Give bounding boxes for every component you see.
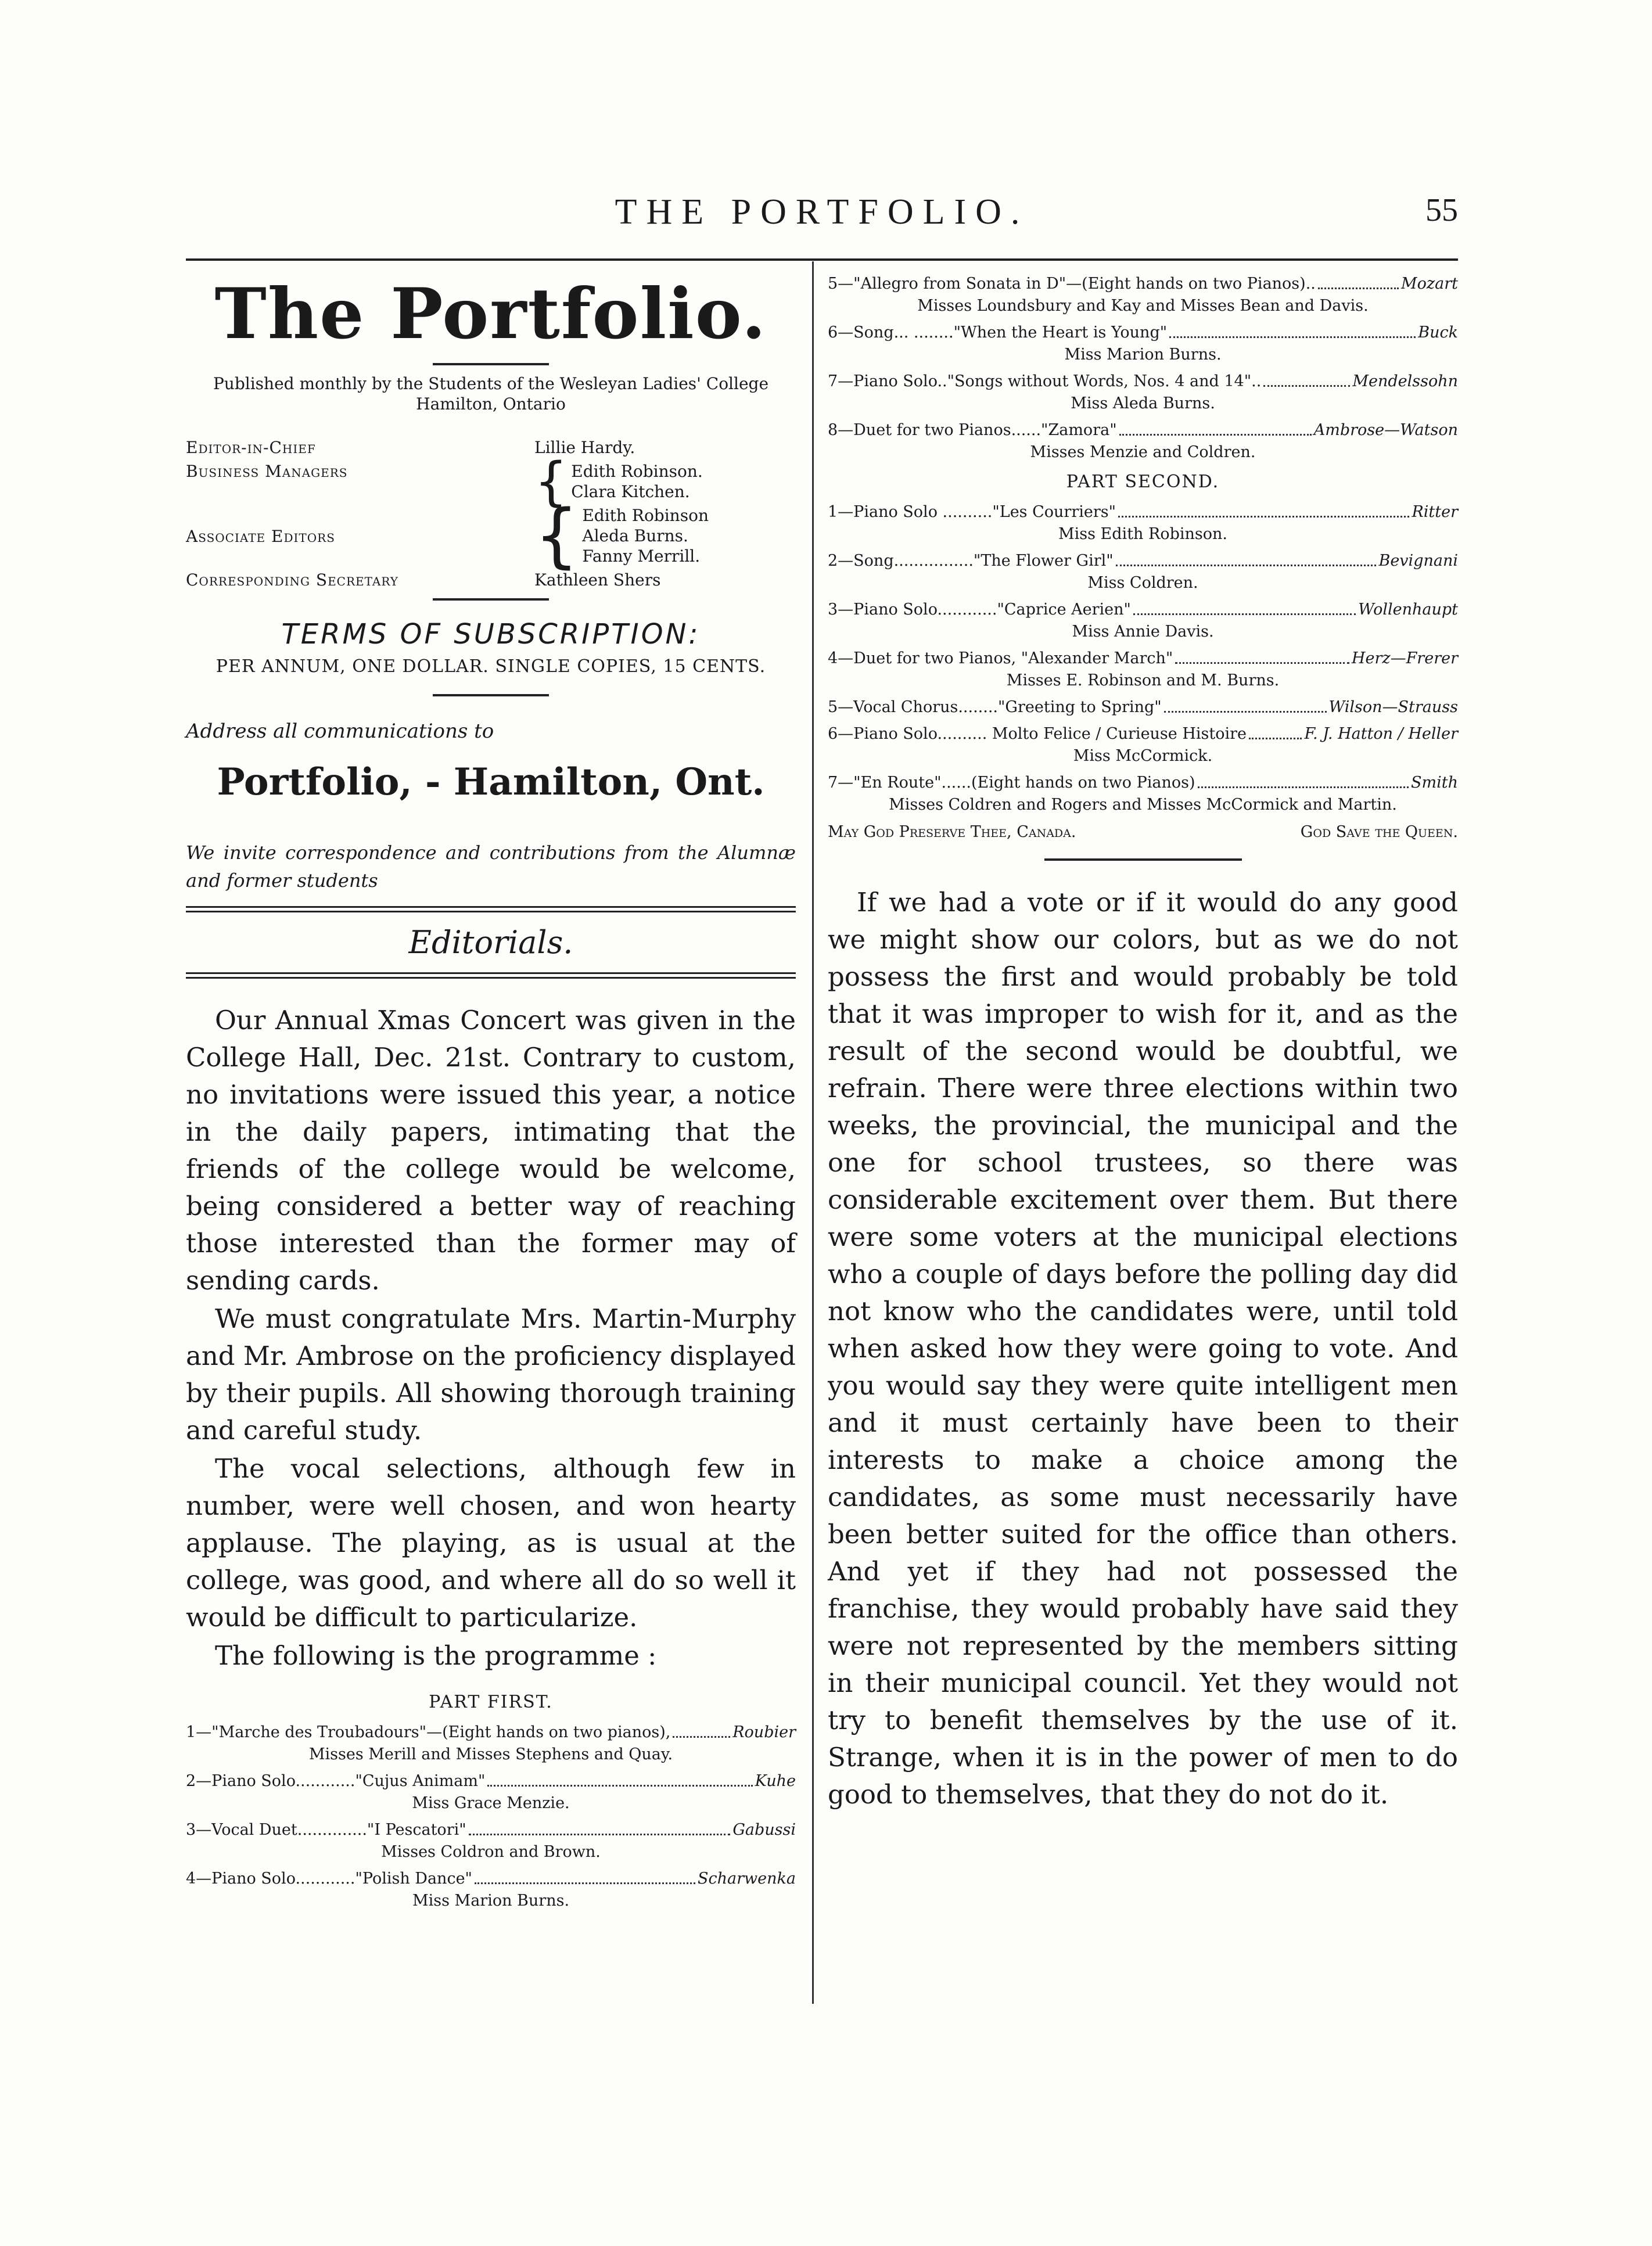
programme-piece: 6—Piano Solo.......... Molto Felice / Curieuse Histoire <box>828 725 1247 743</box>
staff-row <box>186 451 796 512</box>
programme-performers: Miss Marion Burns. <box>1064 346 1222 364</box>
paragraph: We must congratulate Mrs. Martin-Murphy and Mr. Ambrose on the proficiency displayed by their pupils. All showing thorough training and careful study. <box>186 1303 796 1446</box>
leader-dots <box>1175 648 1349 664</box>
programme-item <box>828 772 1458 816</box>
programme-composer: Herz—Frerer <box>1351 649 1458 667</box>
closing-line <box>828 823 1458 841</box>
leader-dots <box>469 1819 731 1835</box>
programme-piece: 8—Duet for two Pianos......"Zamora" <box>828 421 1117 439</box>
paragraph: The vocal selections, although few in number, were well chosen, and won hearty applause. The playing, as is usual at the college, was good, and where all do so well it would be difficult to particularize. <box>186 1453 796 1633</box>
programme-composer: Smith <box>1411 774 1458 792</box>
leader-dots <box>475 1868 695 1884</box>
programme-performers: Misses Menzie and Coldren. <box>1030 443 1256 461</box>
programme-piece: 6—Song... ........"When the Heart is Young" <box>828 324 1168 342</box>
programme-performers: Miss Marion Burns. <box>412 1892 570 1910</box>
programme-composer: Mendelssohn <box>1352 372 1458 390</box>
programme-item <box>828 696 1458 718</box>
leader-dots <box>487 1770 752 1787</box>
staff-name: Aleda Burns. <box>582 526 688 545</box>
editorial-text <box>828 884 1458 1813</box>
staff-role: Editor-in-Chief <box>186 438 316 457</box>
programme-item <box>828 322 1458 366</box>
subscription-rates: PER ANNUM, ONE DOLLAR. SINGLE COPIES, 15 CENTS. <box>216 656 766 677</box>
programme-item <box>828 419 1458 463</box>
staff-role: Associate Editors <box>186 527 335 546</box>
programme-composer: Roubier <box>732 1723 796 1741</box>
programme-composer: Gabussi <box>732 1821 796 1839</box>
programme-item <box>828 648 1458 692</box>
staff-row <box>186 437 796 458</box>
double-rule <box>186 906 796 912</box>
programme-performers: Misses Coldron and Brown. <box>381 1843 601 1861</box>
staff-role: Corresponding Secretary <box>186 570 398 590</box>
programme-piece: 2—Piano Solo............"Cujus Animam" <box>186 1772 486 1790</box>
brace-icon: { <box>534 495 579 576</box>
programme-composer: Kuhe <box>755 1772 796 1790</box>
programme-composer: Ritter <box>1412 503 1458 521</box>
right-column <box>828 267 1458 1814</box>
programme-piece: 3—Piano Solo............"Caprice Aerien" <box>828 601 1131 619</box>
programme-item <box>828 723 1458 767</box>
staff-name: Fanny Merrill. <box>582 547 701 566</box>
programme-performers: Misses Merill and Misses Stephens and Quay. <box>308 1745 673 1763</box>
masthead-title: The Portfolio. <box>214 273 767 355</box>
leader-dots <box>1119 419 1312 436</box>
staff-row <box>186 570 796 590</box>
leader-dots <box>1164 696 1327 713</box>
programme-performers: Misses Coldren and Rogers and Misses McCormick and Martin. <box>889 796 1397 814</box>
running-title: THE PORTFOLIO. <box>615 192 1029 232</box>
leader-dots <box>1249 723 1302 739</box>
programme-item <box>828 371 1458 415</box>
invite-note: We invite correspondence and contributions from the Alumnæ and former students <box>186 842 796 892</box>
staff-list <box>186 437 796 590</box>
section-heading: Editorials. <box>408 924 573 961</box>
programme-piece: 2—Song................"The Flower Girl" <box>828 552 1114 570</box>
leader-dots <box>1198 772 1409 788</box>
staff-name: Clara Kitchen. <box>571 482 690 501</box>
leader-dots <box>673 1722 730 1738</box>
programme-composer: Buck <box>1418 324 1458 342</box>
rule <box>433 694 549 696</box>
programme-performers: Miss Aleda Burns. <box>1071 394 1215 412</box>
programme-composer: Wilson—Strauss <box>1328 698 1458 716</box>
staff-name: Edith Robinson <box>582 506 709 525</box>
programme-piece: 1—Piano Solo .........."Les Courriers" <box>828 503 1116 521</box>
brace-icon: { <box>534 451 568 512</box>
programme-performers: Misses E. Robinson and M. Burns. <box>1006 671 1280 689</box>
running-header <box>186 192 1458 244</box>
leader-dots <box>1118 501 1409 518</box>
staff-role: Business Managers <box>186 462 348 481</box>
rule <box>433 363 549 365</box>
page-number: 55 <box>1425 192 1458 228</box>
programme-item <box>828 550 1458 594</box>
programme-item <box>828 599 1458 643</box>
double-rule <box>186 972 796 979</box>
staff-name: Lillie Hardy. <box>534 438 635 457</box>
programme-performers: Miss Annie Davis. <box>1072 623 1214 641</box>
leader-dots <box>1133 599 1356 615</box>
programme-performers: Miss Edith Robinson. <box>1058 525 1227 543</box>
programme-composer: Wollenhaupt <box>1358 601 1458 619</box>
header-rule <box>186 258 1458 261</box>
programme-item <box>828 501 1458 545</box>
leader-dots <box>1263 371 1350 387</box>
paragraph: Our Annual Xmas Concert was given in the College Hall, Dec. 21st. Contrary to custom, no invitations were issued this year, a notice in the daily papers, intimating that the friends of the college would be welcome, being considered a better way of reaching those interested than the former may of sending cards. <box>186 1005 796 1296</box>
paragraph: If we had a vote or if it would do any good we might show our colors, but as we do not possess the first and would probably be told that it was improper to wish for it, and as the result of the second would be doubtful, we refrain. There were three elections within two weeks, the provincial, the municipal and the one for school trustees, so there was considerable excitement over them. But there were some voters at the municipal elections who a couple of days before the polling day did not know who the candidates were, until told when asked how they were going to vote. And you would say they were quite intelligent men and it must certainly have been to their interests to make a choice among the candidates, as some must necessarily have been better suited for the office than others. And yet if they had not possessed the franchise, they would probably have said they were not represented by the members sitting in their municipal council. Yet they would not try to benefit themselves by the use of it. Strange, when it is in the power of men to do good to themselves, that they do not do it. <box>828 887 1458 1810</box>
leader-dots <box>1169 322 1416 338</box>
leader-dots <box>1318 273 1399 289</box>
programme-composer: Ambrose—Watson <box>1313 421 1458 439</box>
staff-name: Edith Robinson. <box>571 462 703 481</box>
programme-performers: Misses Loundsbury and Kay and Misses Bean and Davis. <box>917 297 1369 315</box>
programme-item <box>828 273 1458 317</box>
programme-piece: 1—"Marche des Troubadours"—(Eight hands on two pianos), <box>186 1723 671 1741</box>
closing-right: God Save the Queen. <box>1300 823 1458 841</box>
programme-piece: 4—Piano Solo............"Polish Dance" <box>186 1870 472 1888</box>
programme-composer: Mozart <box>1401 275 1458 293</box>
programme-composer: Scharwenka <box>698 1870 796 1888</box>
programme-piece: 7—"En Route"......(Eight hands on two Pianos) <box>828 774 1195 792</box>
staff-row <box>186 495 796 576</box>
programme-item <box>186 1819 796 1863</box>
leader-dots <box>1116 550 1377 566</box>
staff-name: Kathleen Shers <box>534 570 661 590</box>
programme-performers: Miss Coldren. <box>1087 574 1198 592</box>
programme-item <box>186 1722 796 1766</box>
rule <box>1044 858 1242 861</box>
programme-composer: Bevignani <box>1378 552 1458 570</box>
programme-piece: 5—Vocal Chorus........"Greeting to Spring" <box>828 698 1162 716</box>
programme-piece: 7—Piano Solo.."Songs without Words, Nos. 4 and 14".. <box>828 372 1262 390</box>
programme-piece: 3—Vocal Duet.............."I Pescatori" <box>186 1821 466 1839</box>
publication-note: Published monthly by the Students of the Wesleyan Ladies' College Hamilton, Ontario <box>213 374 769 414</box>
editorial-text <box>186 1002 796 1674</box>
paragraph: The following is the programme : <box>215 1640 657 1671</box>
address-label: Address all communications to <box>186 720 494 743</box>
programme-composer: F. J. Hatton / Heller <box>1304 725 1458 743</box>
column-divider <box>812 261 814 2004</box>
left-column <box>186 267 796 1917</box>
programme-performers: Miss McCormick. <box>1073 747 1213 765</box>
programme-performers: Miss Grace Menzie. <box>412 1794 570 1812</box>
subscription-heading: TERMS OF SUBSCRIPTION: <box>281 618 701 651</box>
part-heading: PART SECOND. <box>1066 472 1220 492</box>
address: Portfolio, - Hamilton, Ont. <box>217 760 765 804</box>
programme-piece: 5—"Allegro from Sonata in D"—(Eight hands on two Pianos).. <box>828 275 1316 293</box>
part-heading: PART FIRST. <box>429 1692 553 1712</box>
programme-item <box>186 1868 796 1912</box>
programme-item <box>186 1770 796 1814</box>
closing-left: May God Preserve Thee, Canada. <box>828 823 1076 841</box>
rule <box>433 598 549 601</box>
programme-piece: 4—Duet for two Pianos, "Alexander March" <box>828 649 1173 667</box>
